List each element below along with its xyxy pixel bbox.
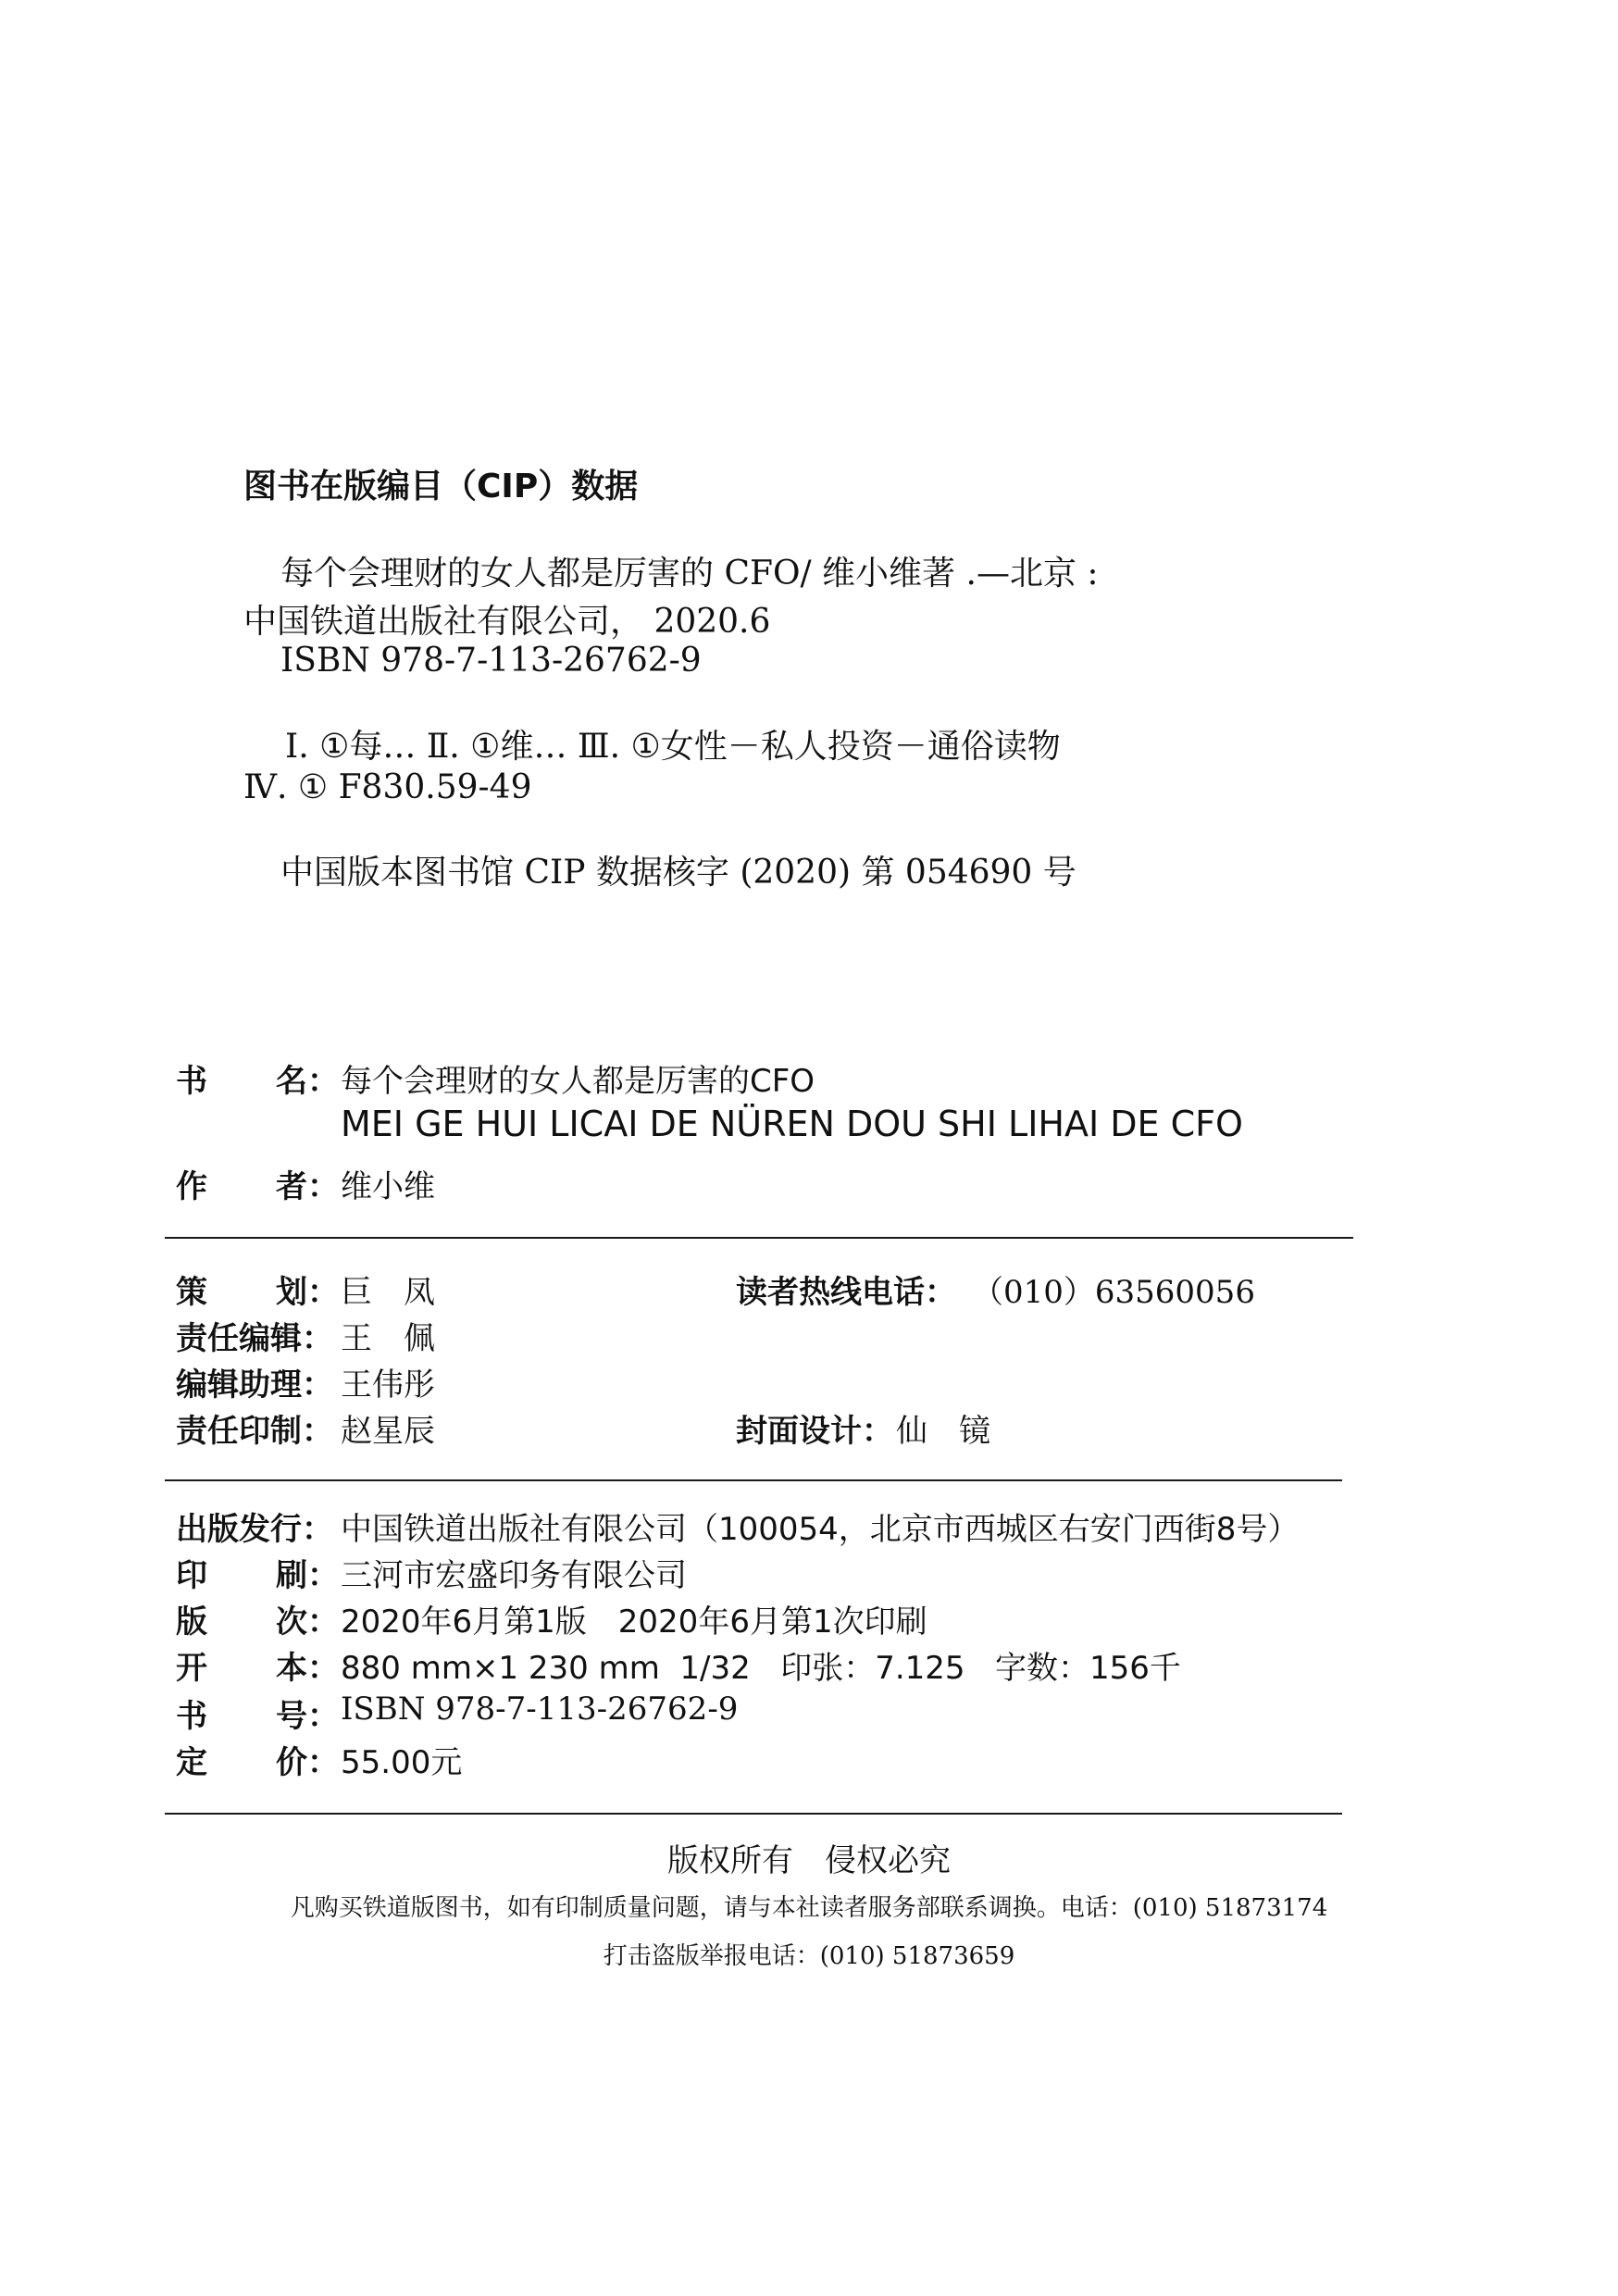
planner-name: 巨 凤: [341, 1274, 435, 1311]
publisher-label: 出版发行：: [176, 1511, 333, 1548]
printer-name: 三河市宏盛印务有限公司: [341, 1557, 687, 1594]
isbn-label-char-2: 号：: [276, 1698, 339, 1735]
cip-line-title: 每个会理财的女人都是厉害的 CFO/ 维小维著 .—北京 :: [280, 555, 1099, 593]
price-label-char-1: 定: [176, 1744, 207, 1781]
printing-name: 赵星辰: [341, 1413, 435, 1450]
printer-label-char-1: 印: [176, 1557, 207, 1594]
format-label-char-2: 本：: [276, 1650, 339, 1687]
book-title: 每个会理财的女人都是厉害的CFO: [341, 1063, 815, 1100]
replacement-notice: 凡购买铁道版图书，如有印制质量问题，请与本社读者服务部联系调换。电话：(010) 51873174: [290, 1894, 1328, 1922]
edition-label-char-1: 版: [176, 1603, 207, 1641]
book-title-pinyin: MEI GE HUI LICAI DE NÜREN DOU SHI LIHAI DE CFO: [341, 1104, 1243, 1144]
cip-line-isbn: ISBN 978-7-113-26762-9: [280, 642, 702, 680]
author-label-char-1: 作: [176, 1168, 207, 1205]
price-value: 55.00元: [341, 1744, 463, 1781]
author-label-char-2: 者：: [276, 1168, 339, 1205]
hotline-label: 读者热线电话：: [736, 1274, 956, 1311]
isbn-label-char-1: 书: [176, 1698, 207, 1735]
cip-heading: 图书在版编目（CIP）数据: [243, 468, 639, 505]
editor-name: 王 佩: [341, 1320, 435, 1357]
copyright-notice: 版权所有 侵权必究: [667, 1842, 951, 1879]
divider-3: [165, 1813, 1342, 1815]
title-label-char-2: 名：: [276, 1063, 339, 1100]
divider-2: [165, 1479, 1342, 1481]
cip-line-classification: Ⅳ. ① F830.59-49: [243, 768, 532, 806]
edition-label-char-2: 次：: [276, 1603, 339, 1641]
hotline-number: （010）63560056: [972, 1274, 1255, 1311]
price-label-char-2: 价：: [276, 1744, 339, 1781]
assistant-name: 王伟彤: [341, 1366, 435, 1404]
piracy-hotline: 打击盗版举报电话：(010) 51873659: [603, 1942, 1015, 1970]
edition-info: 2020年6月第1版 2020年6月第1次印刷: [341, 1603, 927, 1641]
printing-label: 责任印制：: [176, 1413, 333, 1450]
assistant-label: 编辑助理：: [176, 1366, 333, 1404]
publisher-info: 中国铁道出版社有限公司（100054，北京市西城区右安门西街8号）: [341, 1511, 1300, 1548]
title-label-char-1: 书: [176, 1063, 207, 1100]
author-name: 维小维: [341, 1168, 435, 1205]
editor-label: 责任编辑：: [176, 1320, 333, 1357]
cip-line-subjects: Ⅰ. ①每… Ⅱ. ①维… Ⅲ. ①女性－私人投资－通俗读物: [285, 728, 1061, 766]
cover-label: 封面设计：: [736, 1413, 893, 1450]
cip-line-publisher: 中国铁道出版社有限公司， 2020.6: [243, 603, 771, 641]
printer-label-char-2: 刷：: [276, 1557, 339, 1594]
planner-label-char-2: 划：: [276, 1274, 339, 1311]
cip-line-record: 中国版本图书馆 CIP 数据核字 (2020) 第 054690 号: [280, 854, 1077, 892]
format-info: 880 mm×1 230 mm 1/32 印张：7.125 字数：156千: [341, 1650, 1181, 1687]
isbn-number: ISBN 978-7-113-26762-9: [341, 1691, 739, 1728]
format-label-char-1: 开: [176, 1650, 207, 1687]
planner-label-char-1: 策: [176, 1274, 207, 1311]
cover-name: 仙 镜: [896, 1413, 990, 1450]
divider-1: [165, 1237, 1353, 1239]
